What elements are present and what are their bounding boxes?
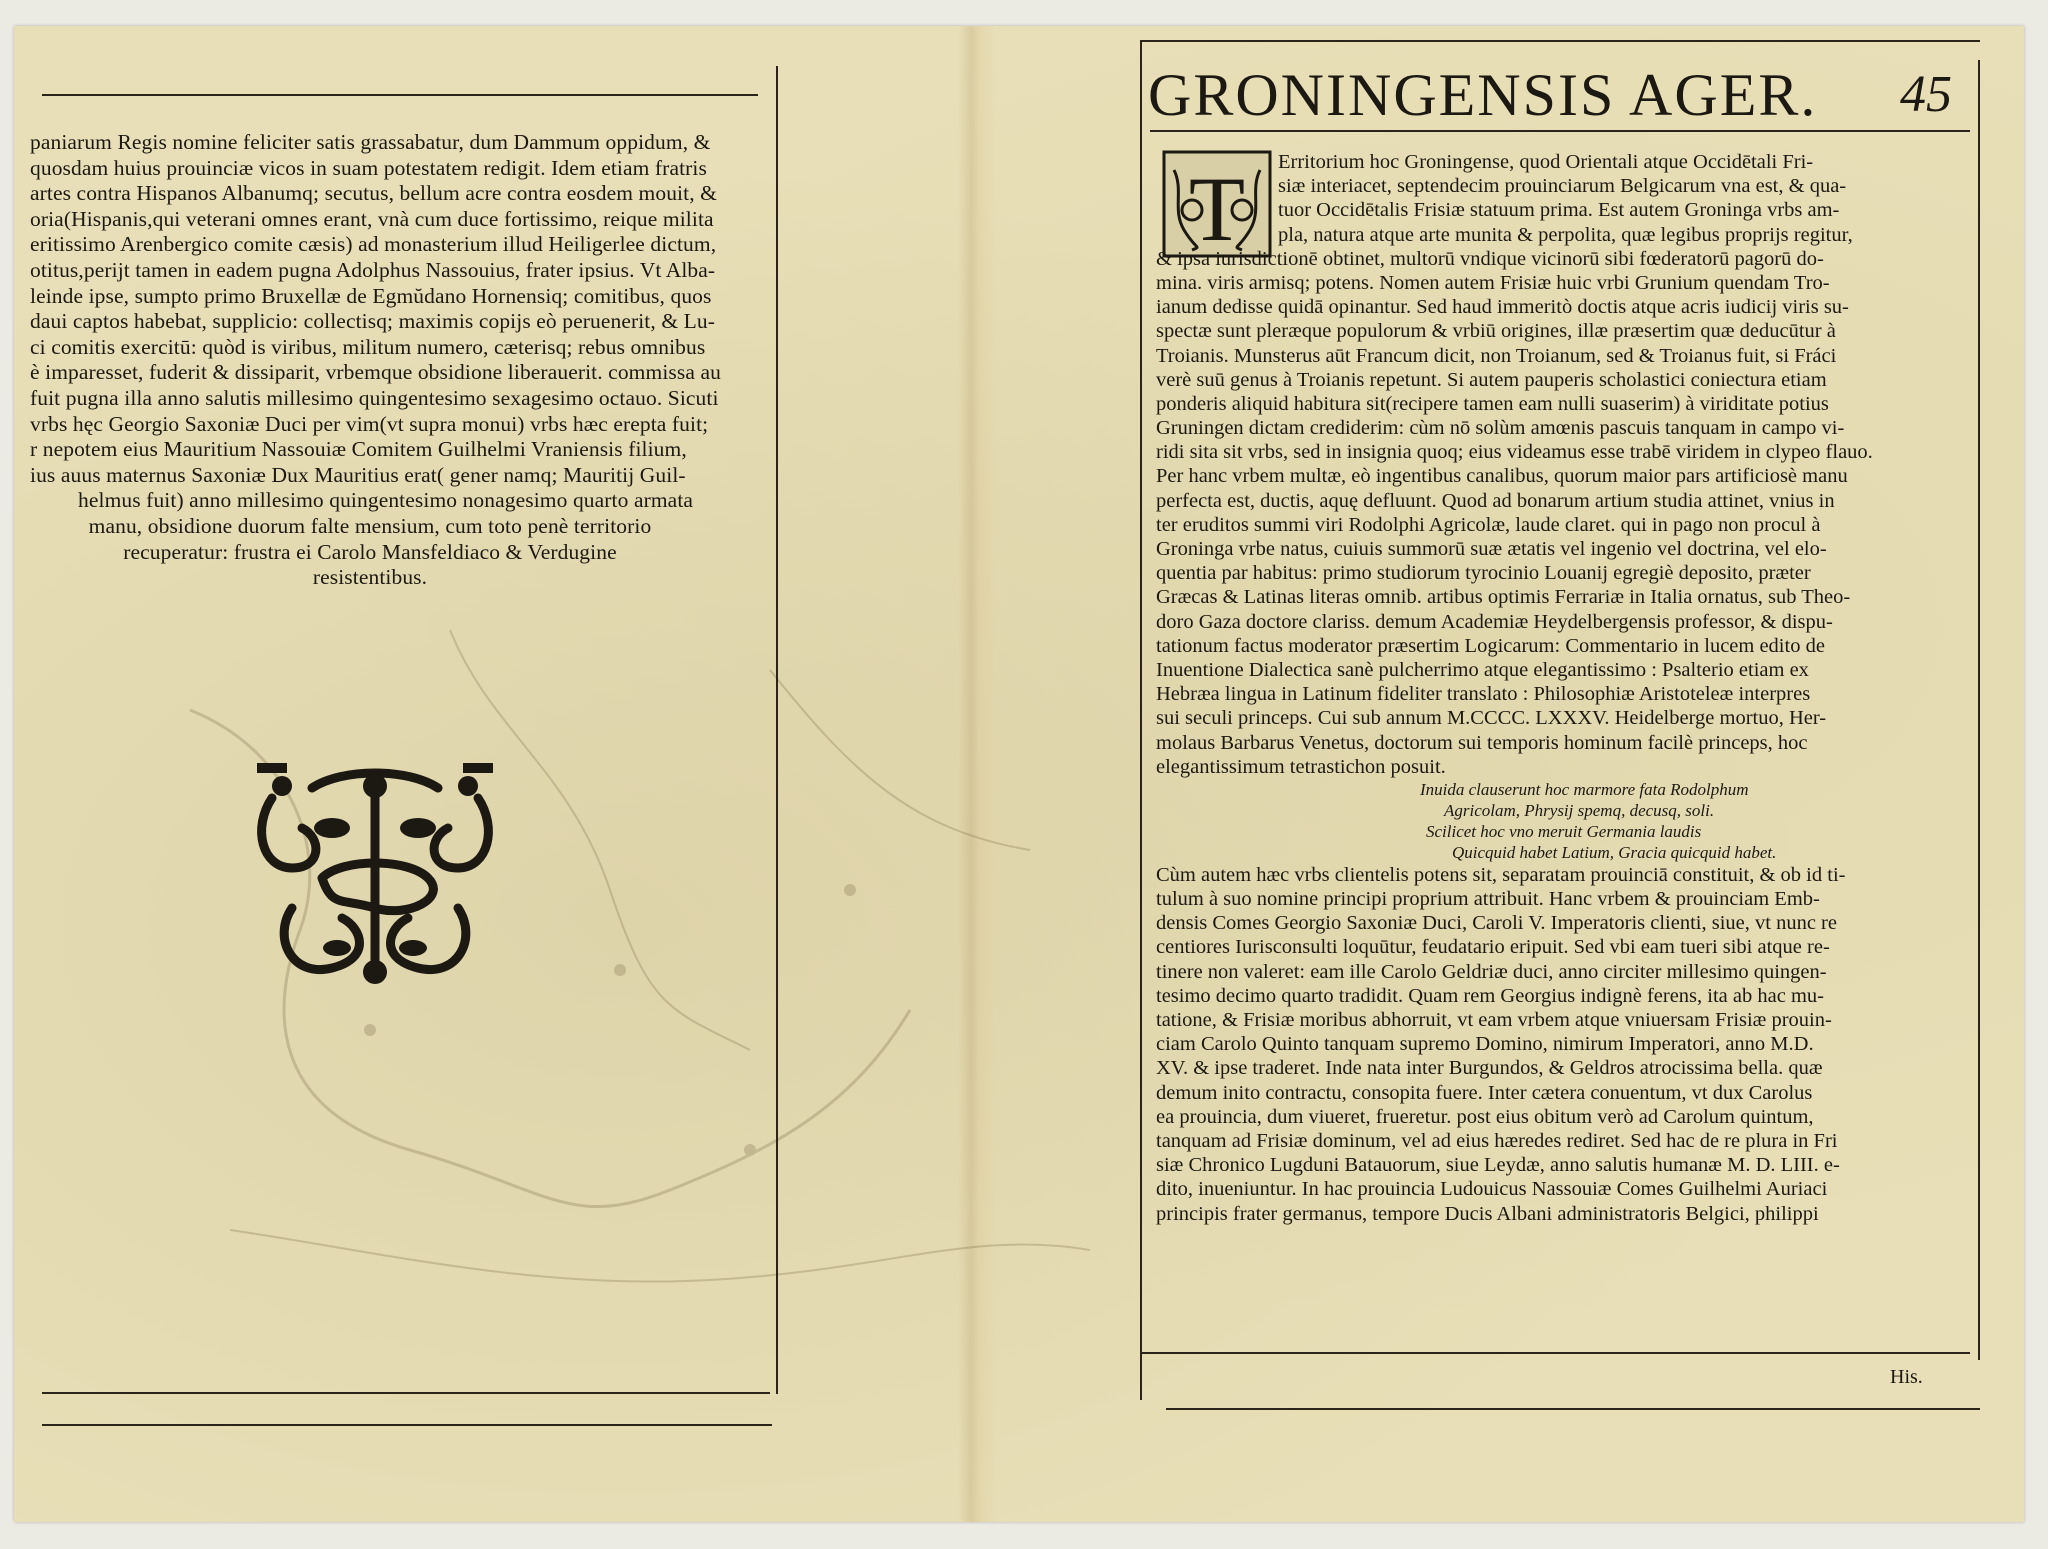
right-line: XV. & ipse traderet. Inde nata inter Burgundos, & Geldros atrocissima bella. quæ (1156, 1057, 1823, 1080)
catchword: His. (1890, 1366, 1923, 1388)
right-line: Erritorium hoc Groningense, quod Orientali atque Occidētali Fri- (1278, 151, 1814, 173)
left-line: helmus fuit) anno millesimo quingentesimo nonagesimo quarto armata (78, 488, 694, 513)
right-line: Cùm autem hæc vrbs clientelis potens sit, separatam prouinciā constituit, & ob id ti- (1156, 863, 1846, 886)
left-line: è imparesset, fuderit & dissiparit, vrbemque obsidione liberauerit. commissa au (30, 360, 721, 385)
right-line: ridi sita sit vrbs, sed in insignia quoq; eius videamus esse trabē viridem in clypeo flauo. (1156, 441, 1873, 464)
right-line: densis Comes Georgio Saxoniæ Duci, Caroli V. Imperatoris clienti, siue, vt nunc re (1156, 912, 1837, 935)
right-line: Hebræa lingua in Latinum fideliter translato : Philosophiæ Aristoteleæ interpres (1156, 683, 1811, 706)
left-line: recuperatur: frustra ei Carolo Mansfeldiaco & Verdugine (123, 539, 617, 564)
right-line: Groninga vrbe natus, cuiuis summorū suæ ætatis vel ingenio vel doctrina, vel elo- (1156, 538, 1827, 560)
right-line: siæ interiacet, septendecim prouinciarum Belgicarum vna est, & qua- (1278, 175, 1847, 198)
right-line: verè suū genus à Troianis repetunt. Si autem pauperis scholastici coniectura etiam (1156, 368, 1827, 391)
right-line: tesimo decimo quarto tradidit. Quam rem Georgius indignè ferens, ita ab hac mu- (1156, 984, 1824, 1007)
right-line: spectæ sunt pleræque populorum & vrbiū origines, illæ præsertim quæ deducūtur à (1156, 320, 1836, 343)
left-line: eritissimo Arenbergico comite cæsis) ad monasterium illud Heiligerlee dictum, (30, 232, 717, 257)
right-line: Gruningen dictam crediderim: cùm nō solùm amœnis pascuis tanquam in campo vi- (1156, 417, 1845, 440)
printers-ornament (252, 758, 498, 994)
left-line: leinde ipse, sumpto primo Bruxellæ de Egmŭdano Hornensiq; comitibus, quos (30, 283, 712, 308)
verse-line: Quicquid habet Latium, Gracia quicquid habet. (1452, 842, 1777, 862)
right-line: ciam Carolo Quinto tanquam supremo Domino, nimirum Imperatori, anno M.D. (1156, 1033, 1814, 1056)
right-frame-right-rule (1978, 60, 1980, 1360)
right-line: doro Gaza doctore clariss. demum Academiæ Heydelbergensis professor, & dispu- (1156, 610, 1833, 633)
right-line: sui seculi princeps. Cui sub annum M.CCCC. LXXXV. Heidelberge mortuo, Her- (1156, 707, 1827, 730)
left-line: oria(Hispanis,qui veterani omnes erant, vnà cum duce fortissimo, reique milita (30, 206, 714, 231)
right-line: tationum factus moderator præsertim Logicarum: Commentario in lucem edito de (1156, 634, 1825, 657)
left-line: paniarum Regis nomine feliciter satis grassabatur, dum Dammum oppidum, & (30, 130, 711, 154)
initial-letter: T (1188, 158, 1246, 258)
right-line: & ipsa iurisdictionē obtinet, multorū vndique vicinorū sibi fœderatorū pagorū do- (1156, 247, 1824, 270)
left-line: vrbs hęc Georgio Saxoniæ Duci per vim(vt supra monui) vrbs hæc erepta fuit; (30, 411, 709, 436)
right-line: ea prouincia, dum viueret, frueretur. post eius obitum verò ad Carolum quintum, (1156, 1105, 1814, 1128)
left-line: ci comitis exercitū: quòd is viribus, militum numero, cæterisq; rebus omnibus (30, 334, 706, 359)
right-line: Troianis. Munsterus aūt Francum dicit, non Troianum, sed & Troianus fuit, si Fráci (1156, 344, 1837, 367)
right-bottom-rule-1 (1140, 1352, 1970, 1354)
left-line: ius auus maternus Saxoniæ Dux Mauritius erat( gener namq; Mauritij Guil- (30, 462, 686, 487)
verse-line: Inuida clauserunt hoc marmore fata Rodolphum (1420, 779, 1749, 799)
right-line: tulum à suo nomine principi proprium attribuit. Hanc vrbem & prouinciam Emb- (1156, 888, 1820, 911)
right-line: dito, inueniuntur. In hac prouincia Ludouicus Nassouiæ Comes Guilhelmi Auriaci (1156, 1178, 1828, 1201)
left-line: resistentibus. (312, 565, 428, 590)
page-title (1148, 58, 1968, 132)
right-line: tatione, & Frisiæ moribus abhorruit, vt eam vrbem atque vniuersam Frisiæ prouin- (1156, 1009, 1832, 1031)
right-bottom-rule-2 (1166, 1408, 1980, 1410)
right-top-rule (1140, 40, 1980, 42)
right-line: siæ Chronico Lugduni Batauorum, siue Leydæ, anno salutis humanæ M. D. LIII. e- (1156, 1154, 1840, 1177)
left-bottom-rule-2 (42, 1424, 772, 1426)
right-line: quentia par habitus: primo studiorum tyrocinio Louanij egregiè deposito, præter (1156, 562, 1811, 585)
right-line: perfecta est, ductis, aquę defluunt. Quod ad bonarum artium studia attinet, vnius in (1156, 489, 1835, 512)
right-line: tinere non valeret: eam ille Carolo Geldriæ duci, anno circiter millesimo quingen- (1156, 960, 1827, 983)
title-text: GRONINGENSIS AGER. (1148, 62, 1818, 128)
right-line: tanquam ad Frisiæ dominum, vel ad eius hæredes rediret. Sed hac de re plura in Fri (1156, 1129, 1838, 1152)
left-frame-right-rule (776, 66, 778, 1394)
right-frame-left-rule (1140, 40, 1142, 1400)
right-line: Per hanc vrbem multæ, eò ingentibus canalibus, quorum maior pars artificiosè manu (1156, 465, 1848, 488)
right-line: molaus Barbarus Venetus, doctorum sui temporis hominum facilè princeps, hoc (1156, 731, 1808, 754)
left-page-text (30, 130, 770, 591)
verse-line: Scilicet hoc vno meruit Germania laudis (1426, 821, 1702, 841)
left-bottom-rule-1 (42, 1392, 770, 1394)
right-line: pla, natura atque arte munita & perpolita, quæ legibus proprijs regitur, (1278, 223, 1853, 246)
right-line: mina. viris armisq; potens. Nomen autem Frisiæ huic vrbi Grunium quendam Tro- (1156, 271, 1830, 294)
right-line: Inuentione Dialectica sanè pulcherrimo atque elegantissimo : Psalterio etiam ex (1156, 658, 1809, 681)
left-line: manu, obsidione duorum falte mensium, cum toto penè territorio (88, 513, 652, 538)
right-line: ianum dedisse quidā opinantur. Sed haud immeritò doctis atque acris iudicij viris su- (1156, 296, 1849, 319)
left-line: otitus,perijt tamen in eadem pugna Adolphus Nassouius, frater ipsius. Vt Alba- (30, 257, 716, 282)
page-number: 45 (1900, 66, 1952, 123)
right-line: ponderis aliquid habitura sit(recipere tamen eam nulli suaserim) à viriditate potius (1156, 392, 1829, 415)
right-line: centiores Iurisconsulti loquūtur, feudatario eripuit. Sed vbi eam tueri sibi atque re- (1156, 936, 1830, 959)
left-line: artes contra Hispanos Albanumq; secutus, bellum acre contra eosdem mouit, & (30, 181, 717, 206)
right-line: ter eruditos summi viri Rodolphi Agricolæ, laude claret. qui in pago non procul à (1156, 513, 1821, 536)
right-line: elegantissimum tetrastichon posuit. (1156, 755, 1446, 778)
left-line: fuit pugna illa anno salutis millesimo quingentesimo sexagesimo octauo. Sicuti (30, 385, 719, 410)
left-line: r nepotem eius Mauritium Nassouiæ Comitem Guilhelmi Vraniensis filium, (30, 437, 687, 462)
left-top-rule (42, 94, 758, 96)
verse-line: Agricolam, Phrysij spemq, decusq, soli. (1444, 800, 1715, 820)
right-line: Græcas & Latinas literas omnib. artibus optimis Ferrariæ in Italia ornatus, sub Theo- (1156, 586, 1851, 609)
right-line: tuor Occidētalis Frisiæ statuum prima. Est autem Groninga vrbs am- (1278, 199, 1840, 222)
right-page-text (1156, 150, 1956, 1226)
right-line: principis frater germanus, tempore Ducis Albani administratoris Belgici, philippi (1156, 1202, 1819, 1225)
right-line: demum inito contractu, consopita fuere. Inter cætera conuentum, vt dux Carolus (1156, 1081, 1813, 1104)
left-line: quosdam huius prouinciæ vicos in suam potestatem redigit. Idem etiam fratris (30, 155, 707, 180)
left-line: daui captos habebat, supplicio: collectisq; maximis copijs eò peruenerit, & Lu- (30, 309, 715, 334)
